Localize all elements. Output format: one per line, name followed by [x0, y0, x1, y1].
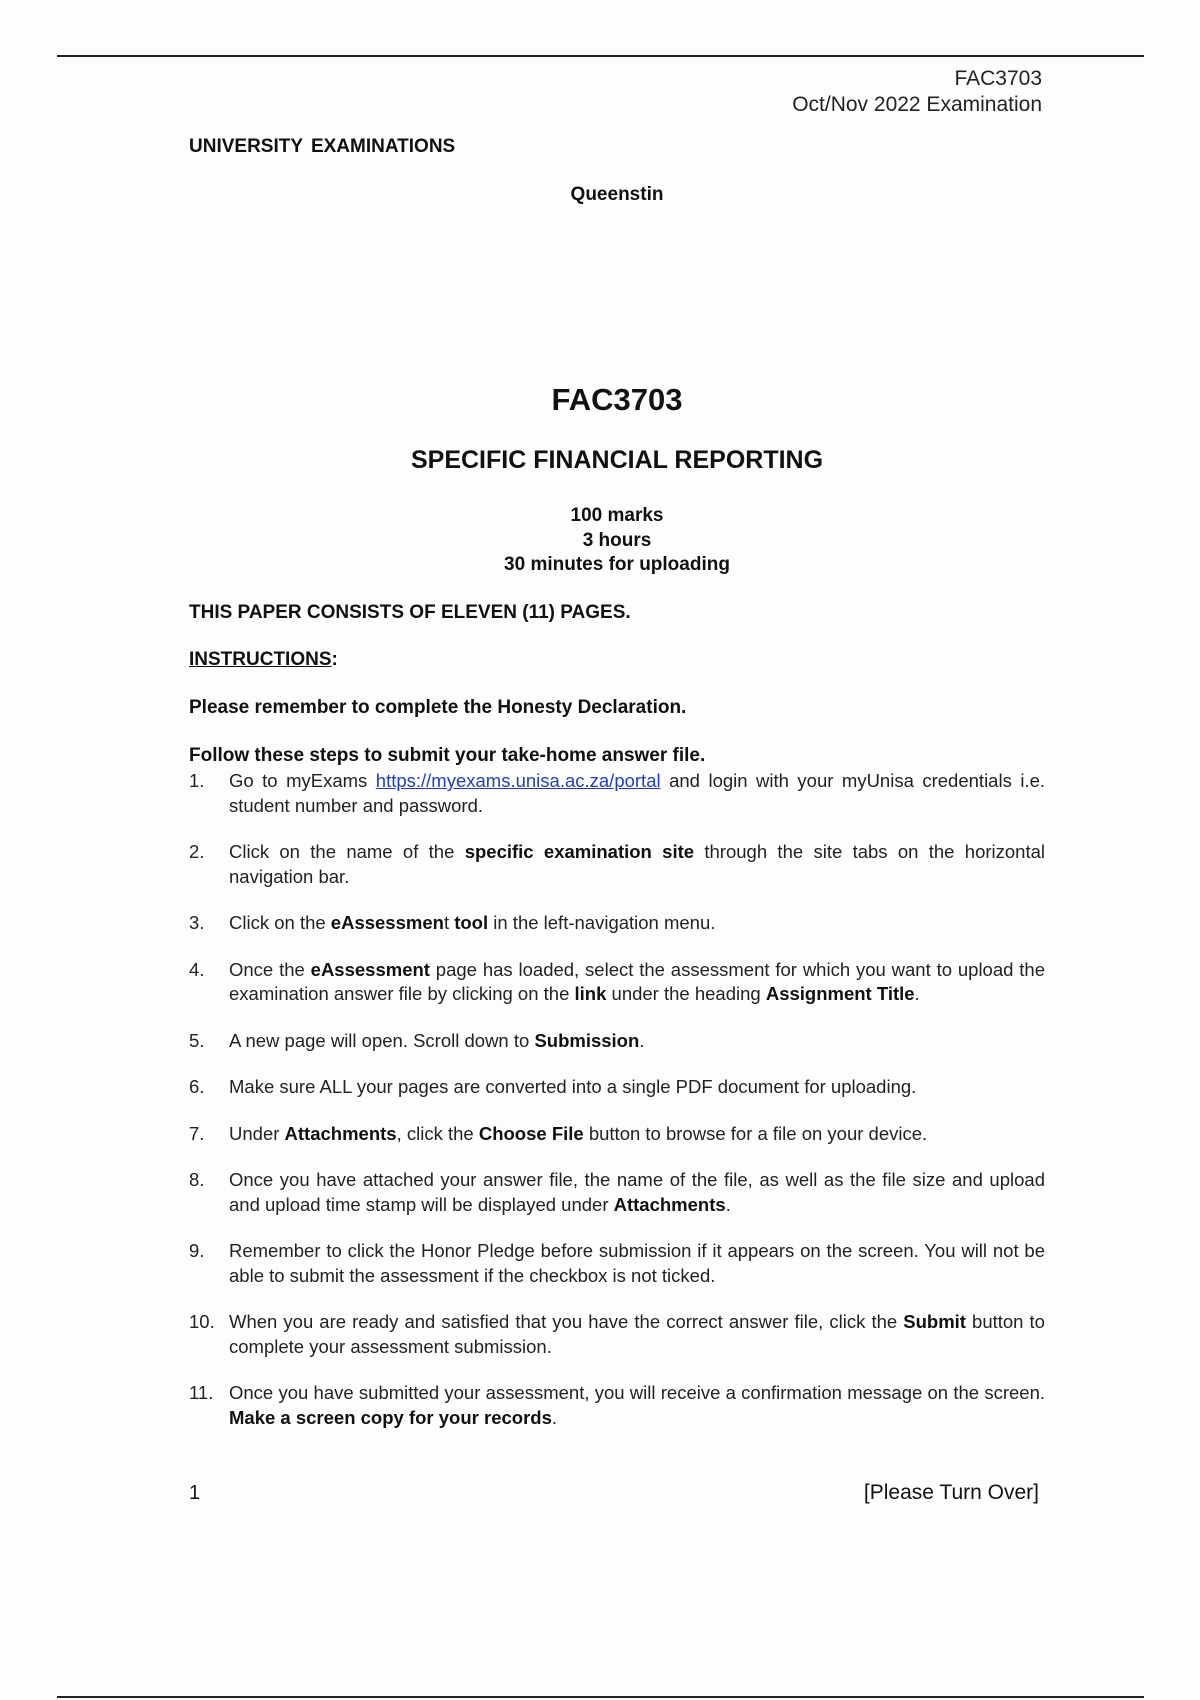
step-item [189, 1075, 1045, 1100]
paper-details [189, 504, 1045, 578]
step-item [189, 1122, 1045, 1147]
step-number: 2. [189, 841, 205, 862]
step-text-bold: eAssessment [310, 958, 430, 980]
submission-steps-list [189, 769, 1045, 1452]
step-item [189, 958, 1045, 1007]
myexams-portal-link[interactable]: https://myexams.unisa.ac.za/portal [375, 770, 661, 791]
step-text: Remember to click the Honor Pledge before submission if it appears on the screen. You will not be able to submit the assessment if the checkbox is not ticked. [229, 1240, 1045, 1286]
step-number: 4. [189, 958, 205, 980]
step-text-bold: Submission [534, 1029, 640, 1051]
paper-duration: 3 hours [582, 529, 652, 551]
step-text: button to browse for a file on your device. [583, 1122, 928, 1144]
step-text: button to complete your assessment submission. [229, 1311, 1045, 1357]
step-text-bold: eAssessmen [330, 912, 444, 933]
step-text: through the site tabs on the horizontal navigation bar. [229, 841, 1045, 887]
step-text: Click on the name of the [229, 841, 465, 862]
step-text: Once you have submitted your assessment, you will receive a confirmation message on the screen. [229, 1382, 1045, 1403]
step-text-bold: tool [454, 912, 489, 933]
instructions-heading [189, 649, 338, 671]
step-text: t [443, 912, 455, 933]
step-item [189, 911, 1045, 936]
step-text: Make sure ALL your pages are converted into a single PDF document for uploading. [229, 1076, 917, 1097]
step-text: and login with your myUnisa credentials i.e. student number and password. [229, 770, 1045, 816]
student-name: Queenstin [570, 184, 664, 205]
step-text-bold: Assignment Title [765, 983, 915, 1004]
step-number: 8. [189, 1169, 205, 1190]
step-text-bold: Make a screen copy for your records [229, 1406, 552, 1428]
page-number: 1 [189, 1482, 201, 1504]
step-text-bold: specific examination site [464, 841, 695, 862]
follow-steps-heading: Follow these steps to submit your take-home answer file. [189, 745, 706, 766]
honesty-reminder: Please remember to complete the Honesty Declaration. [189, 697, 687, 718]
header-course-code: FAC3703 [954, 67, 1042, 90]
step-text-bold: Submit [903, 1311, 966, 1332]
step-text: Under [229, 1122, 285, 1144]
step-item [189, 1168, 1045, 1217]
step-text-bold: link [574, 983, 607, 1004]
step-text: . [725, 1193, 731, 1215]
header-exam-session: Oct/Nov 2022 Examination [792, 93, 1042, 116]
bottom-rule [57, 1696, 1144, 1698]
step-text: . [914, 983, 920, 1004]
page-count-text: THIS PAPER CONSISTS OF ELEVEN (11) PAGES. [189, 602, 631, 623]
step-text: Once you have attached your answer file, the name of the file, as well as the file size and upload and upload time stamp will be displayed under [229, 1169, 1045, 1215]
step-text: When you are ready and satisfied that you have the correct answer file, click the [229, 1311, 904, 1332]
step-text: page has loaded, select the assessment for which you want to upload the examination answer file by clicking on the [229, 958, 1045, 1004]
step-item [189, 1381, 1045, 1430]
step-item [189, 1029, 1045, 1054]
step-text-bold: Attachments [284, 1122, 397, 1144]
step-item [189, 1310, 1045, 1359]
step-item [189, 769, 1045, 818]
step-number: 7. [189, 1122, 205, 1144]
top-rule [57, 55, 1144, 57]
step-number: 5. [189, 1029, 205, 1051]
step-item [189, 1239, 1045, 1288]
paper-upload-time: 30 minutes for uploading [504, 554, 730, 575]
paper-marks: 100 marks [570, 505, 664, 526]
paper-code: FAC3703 [551, 382, 683, 417]
instructions-label: INSTRUCTIONS [189, 649, 332, 670]
step-text: in the left-navigation menu. [488, 912, 716, 933]
paper-title: SPECIFIC FINANCIAL REPORTING [410, 446, 824, 474]
step-number: 6. [189, 1076, 205, 1097]
step-text: under the heading [606, 983, 766, 1004]
step-text-bold: Attachments [613, 1193, 726, 1215]
university-label: UNIVERSITY EXAMINATIONS [189, 136, 456, 157]
step-number: 11. [189, 1382, 214, 1403]
step-text-bold: Choose File [478, 1122, 584, 1144]
step-number: 10. [189, 1311, 215, 1332]
step-text: Click on the [229, 912, 331, 933]
step-item [189, 840, 1045, 889]
instructions-colon: : [331, 649, 338, 670]
header-block [792, 66, 1042, 118]
step-number: 3. [189, 912, 205, 933]
step-text: Go to myExams [229, 770, 376, 791]
step-text: . [639, 1029, 645, 1051]
turn-over-note: [Please Turn Over] [863, 1481, 1039, 1504]
step-text: A new page will open. Scroll down to [229, 1029, 535, 1051]
step-number: 9. [189, 1240, 205, 1261]
step-text: . [551, 1406, 557, 1428]
step-text: , click the [396, 1122, 479, 1144]
step-text: Once the [229, 958, 311, 980]
step-number: 1. [189, 770, 205, 791]
